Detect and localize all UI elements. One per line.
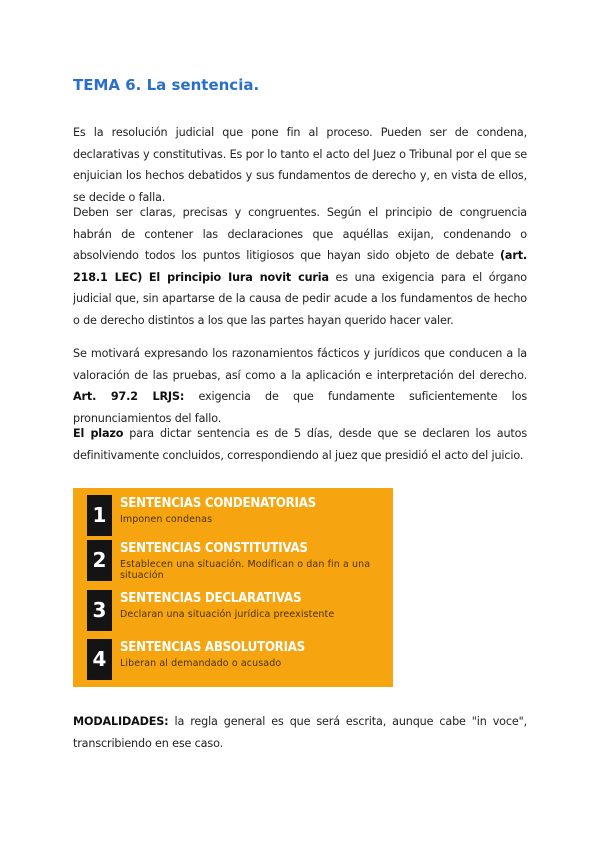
paragraph-deadline — [73, 423, 527, 466]
paragraph-modalities — [73, 711, 527, 754]
modalities-label: MODALIDADES: — [73, 715, 169, 728]
sentence-type-item — [87, 540, 387, 581]
paragraph-text: Deben ser claras, precisas y congruentes. Según el principio de congruencia habrán de contener las declaraciones que aquéllas exijan, condenando o absolviendo todos los puntos litigiosos que hayan sido objeto de debate — [73, 206, 527, 262]
item-title: SENTENCIAS DECLARATIVAS — [120, 590, 302, 606]
item-description: Declaran una situación jurídica preexistente — [120, 609, 335, 620]
paragraph-congruence — [73, 202, 527, 331]
item-number: 3 — [87, 590, 112, 631]
principle-name: El principio Iura novit curia — [148, 270, 329, 284]
deadline-label: El plazo — [73, 427, 124, 440]
paragraph-text: la regla general es que será escrita, aunque cabe "in voce", transcribiendo en ese caso. — [73, 715, 527, 750]
item-title: SENTENCIAS ABSOLUTORIAS — [120, 639, 305, 655]
item-title: SENTENCIAS CONSTITUTIVAS — [120, 540, 308, 556]
item-title: SENTENCIAS CONDENATORIAS — [120, 495, 316, 511]
item-description: Liberan al demandado o acusado — [120, 658, 282, 669]
item-number: 1 — [87, 495, 112, 536]
paragraph-text: exigencia de que fundamente suficientemente los pronunciamientos del fallo. — [73, 390, 527, 425]
sentence-type-item — [87, 590, 387, 631]
page-title: TEMA 6. La sentencia. — [73, 76, 260, 94]
paragraph-text: para dictar sentencia es de 5 días, desde que se declaren los autos definitivamente concluidos, correspondiendo al juez que presidió el acto del juicio. — [73, 427, 527, 462]
item-number: 2 — [87, 540, 112, 581]
sentence-type-item — [87, 639, 387, 680]
paragraph-definition: Es la resolución judicial que pone fin al proceso. Pueden ser de condena, declarativas y constitutivas. Es por lo tanto el acto del Juez o Tribunal por el que se enjuician los hechos debatidos y sus fundamentos de derecho y, en vista de ellos, se decide o falla. — [73, 126, 527, 204]
legal-reference: (art. 218.1 LEC) — [73, 249, 527, 284]
sentence-types-infographic — [73, 488, 393, 687]
item-description: Establecen una situación. Modifican o dan fin a una situación — [120, 559, 371, 581]
paragraph-text — [142, 271, 149, 284]
item-description: Imponen condenas — [120, 514, 213, 525]
paragraph-text: Se motivará expresando los razonamientos fácticos y jurídicos que conducen a la valoración de las pruebas, así como a la aplicación e interpretación del derecho. — [73, 347, 527, 382]
paragraph-text: es una exigencia para el órgano judicial que, sin apartarse de la causa de pedir acude a los fundamentos de hecho o de derecho distintos a los que las partes hayan querido hacer valer. — [73, 270, 527, 327]
sentence-type-item — [87, 495, 387, 536]
legal-reference: Art. 97.2 LRJS: — [73, 390, 185, 403]
paragraph-motivation — [73, 343, 527, 429]
item-number: 4 — [87, 639, 112, 680]
